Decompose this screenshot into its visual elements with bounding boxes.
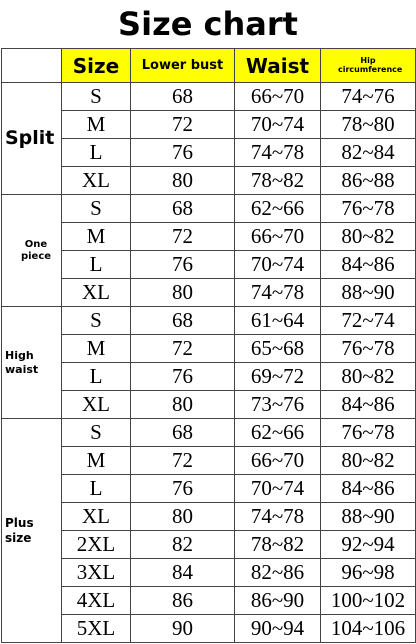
bust-cell: 90	[131, 615, 235, 643]
table-row	[2, 279, 416, 307]
group-label-split: Split	[2, 83, 62, 195]
bust-cell: 84	[131, 559, 235, 587]
hip-cell: 88~90	[321, 503, 416, 531]
bust-cell: 68	[131, 419, 235, 447]
header-waist: Waist	[235, 49, 321, 83]
group-label-plus-size	[2, 419, 62, 643]
table-row	[2, 111, 416, 139]
table-row	[2, 251, 416, 279]
bust-cell: 72	[131, 223, 235, 251]
header-size: Size	[62, 49, 131, 83]
header-lower-bust: Lower bust	[131, 49, 235, 83]
bust-cell: 72	[131, 447, 235, 475]
table-row	[2, 587, 416, 615]
hip-cell: 72~74	[321, 307, 416, 335]
hip-cell: 104~106	[321, 615, 416, 643]
table-row	[2, 531, 416, 559]
size-cell: M	[62, 223, 131, 251]
waist-cell: 74~78	[235, 279, 321, 307]
bust-cell: 80	[131, 503, 235, 531]
size-cell: XL	[62, 391, 131, 419]
hip-cell: 74~76	[321, 83, 416, 111]
hip-cell: 76~78	[321, 419, 416, 447]
table-row	[2, 475, 416, 503]
table-row	[2, 195, 416, 223]
waist-cell: 70~74	[235, 251, 321, 279]
size-cell: 5XL	[62, 615, 131, 643]
waist-cell: 90~94	[235, 615, 321, 643]
hip-cell: 84~86	[321, 391, 416, 419]
table-row	[2, 335, 416, 363]
hip-cell: 76~78	[321, 195, 416, 223]
group-label-one-piece	[2, 195, 62, 307]
size-cell: XL	[62, 503, 131, 531]
bust-cell: 76	[131, 139, 235, 167]
size-cell: L	[62, 251, 131, 279]
table-row	[2, 503, 416, 531]
header-hip-label: Hip circumference	[338, 56, 403, 74]
hip-cell: 82~84	[321, 139, 416, 167]
bust-cell: 72	[131, 111, 235, 139]
hip-cell: 78~80	[321, 111, 416, 139]
waist-cell: 78~82	[235, 167, 321, 195]
size-cell: 3XL	[62, 559, 131, 587]
waist-cell: 66~70	[235, 83, 321, 111]
waist-cell: 74~78	[235, 139, 321, 167]
waist-cell: 86~90	[235, 587, 321, 615]
table-row	[2, 419, 416, 447]
group-label-high-waist-text: High waist	[5, 349, 39, 376]
waist-cell: 70~74	[235, 111, 321, 139]
hip-cell: 84~86	[321, 251, 416, 279]
size-cell: S	[62, 419, 131, 447]
hip-cell: 80~82	[321, 363, 416, 391]
size-cell: XL	[62, 167, 131, 195]
size-cell: M	[62, 447, 131, 475]
size-cell: S	[62, 83, 131, 111]
table-row	[2, 615, 416, 643]
hip-cell: 96~98	[321, 559, 416, 587]
waist-cell: 73~76	[235, 391, 321, 419]
size-cell: M	[62, 111, 131, 139]
bust-cell: 82	[131, 531, 235, 559]
size-cell: M	[62, 335, 131, 363]
bust-cell: 80	[131, 167, 235, 195]
hip-cell: 76~78	[321, 335, 416, 363]
hip-cell: 86~88	[321, 167, 416, 195]
hip-cell: 88~90	[321, 279, 416, 307]
table-row	[2, 363, 416, 391]
bust-cell: 68	[131, 83, 235, 111]
bust-cell: 68	[131, 307, 235, 335]
waist-cell: 62~66	[235, 195, 321, 223]
waist-cell: 82~86	[235, 559, 321, 587]
size-cell: L	[62, 363, 131, 391]
waist-cell: 66~70	[235, 223, 321, 251]
table-row	[2, 83, 416, 111]
table-row	[2, 391, 416, 419]
waist-cell: 78~82	[235, 531, 321, 559]
waist-cell: 66~70	[235, 447, 321, 475]
waist-cell: 61~64	[235, 307, 321, 335]
size-cell: L	[62, 475, 131, 503]
waist-cell: 62~66	[235, 419, 321, 447]
hip-cell: 100~102	[321, 587, 416, 615]
bust-cell: 80	[131, 279, 235, 307]
table-row	[2, 223, 416, 251]
waist-cell: 69~72	[235, 363, 321, 391]
table-row	[2, 139, 416, 167]
bust-cell: 68	[131, 195, 235, 223]
bust-cell: 76	[131, 251, 235, 279]
table-row	[2, 559, 416, 587]
page-title: Size chart	[118, 5, 298, 43]
table-row	[2, 307, 416, 335]
table-row	[2, 167, 416, 195]
bust-cell: 76	[131, 475, 235, 503]
waist-cell: 70~74	[235, 475, 321, 503]
size-table	[1, 48, 416, 643]
group-label-plus-size-text: Plus size	[5, 516, 34, 545]
size-cell: S	[62, 195, 131, 223]
header-hip	[321, 49, 416, 83]
group-label-high-waist	[2, 307, 62, 419]
bust-cell: 80	[131, 391, 235, 419]
hip-cell: 84~86	[321, 475, 416, 503]
waist-cell: 65~68	[235, 335, 321, 363]
hip-cell: 92~94	[321, 531, 416, 559]
header-blank	[2, 49, 62, 83]
hip-cell: 80~82	[321, 447, 416, 475]
size-cell: 2XL	[62, 531, 131, 559]
size-cell: S	[62, 307, 131, 335]
bust-cell: 76	[131, 363, 235, 391]
size-cell: XL	[62, 279, 131, 307]
bust-cell: 72	[131, 335, 235, 363]
table-row	[2, 447, 416, 475]
size-cell: 4XL	[62, 587, 131, 615]
hip-cell: 80~82	[321, 223, 416, 251]
waist-cell: 74~78	[235, 503, 321, 531]
size-cell: L	[62, 139, 131, 167]
group-label-one-piece-text: One piece	[20, 238, 52, 262]
bust-cell: 86	[131, 587, 235, 615]
header-row	[2, 49, 416, 83]
